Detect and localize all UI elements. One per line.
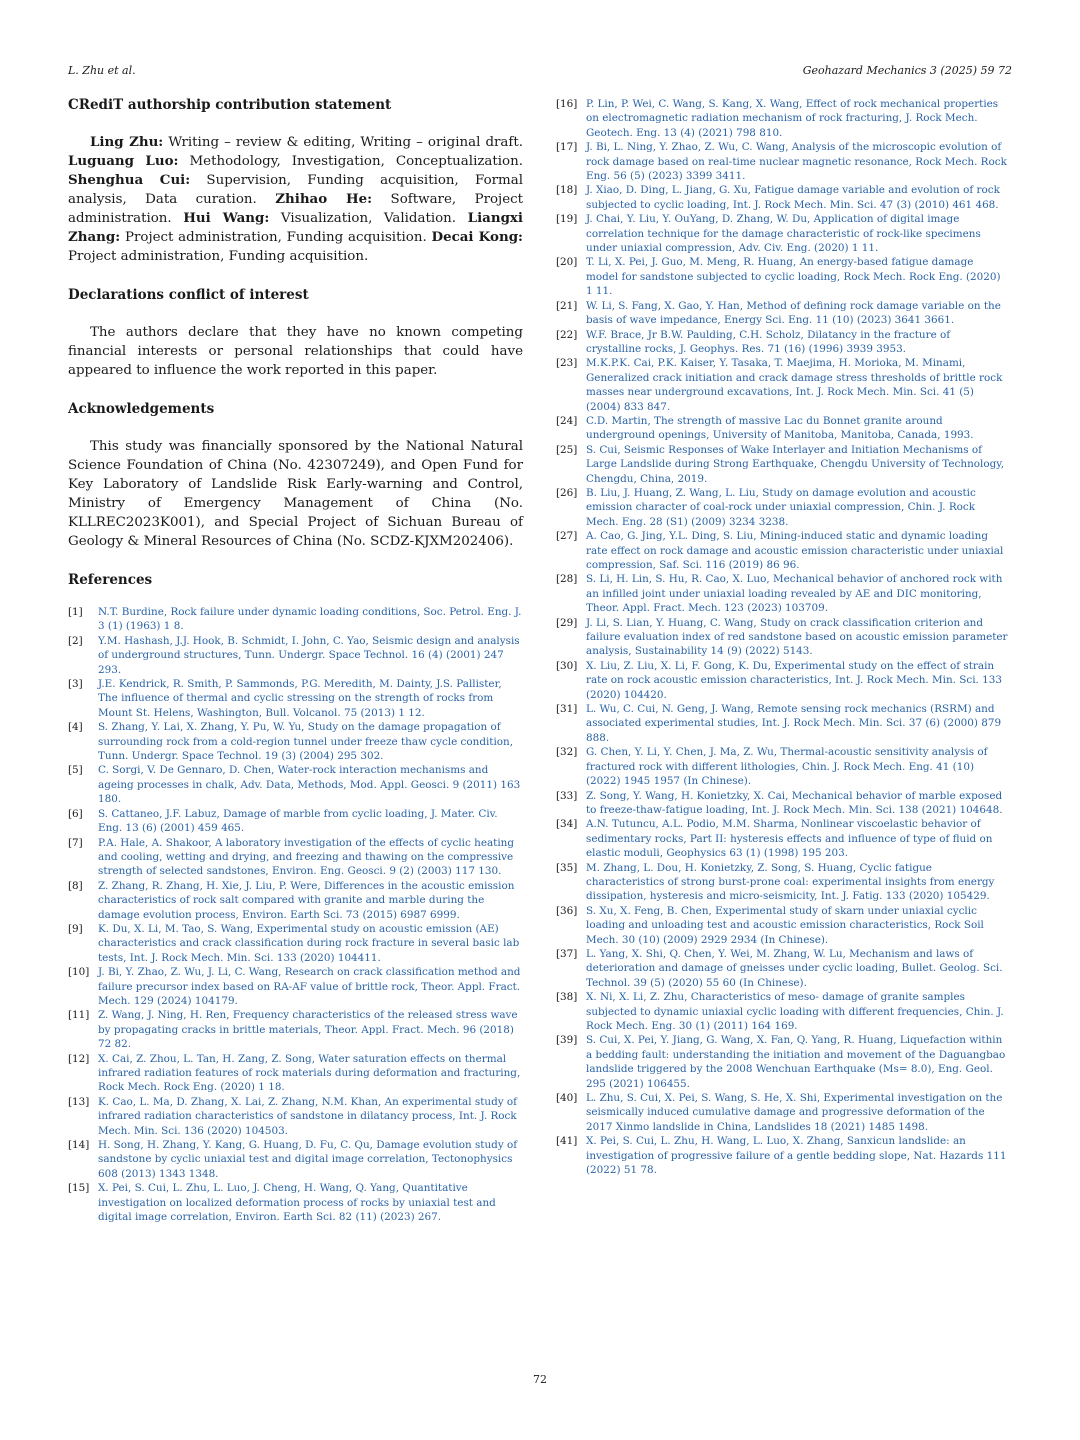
reference-number: [3]	[68, 678, 83, 691]
reference-item	[556, 255, 1008, 298]
reference-item	[556, 529, 1008, 572]
reference-item	[556, 443, 1008, 486]
reference-link[interactable]: C.D. Martin, The strength of massive Lac du Bonnet granite around underground openings, University of Manitoba, Manitoba, Canada, 1993.	[586, 414, 974, 442]
acknowledgements-paragraph: This study was financially sponsored by the National Natural Science Foundation of China (No. 42307249), and Open Fund for Key Laboratory of Landslide Risk Early-warning and Control, Ministry of Emergency Management of China (No. KLLREC2023K001), and Special Project of Sichuan Bureau of Geology & Mineral Resources of China (No. SCDZ-KJXM202406).	[68, 439, 523, 549]
reference-link[interactable]: X. Liu, Z. Liu, X. Li, F. Gong, K. Du, Experimental study on the effect of strain rate on rock acoustic emission characteristics, Int. J. Rock Mech. Min. Sci. 133 (2020) 104420.	[586, 659, 1002, 701]
reference-number: [41]	[556, 1135, 578, 1148]
reference-number: [27]	[556, 530, 578, 543]
reference-number: [14]	[68, 1139, 90, 1152]
reference-number: [10]	[68, 966, 90, 979]
contributor-roles: Software, Project administration.	[68, 192, 523, 226]
reference-link[interactable]: C. Sorgi, V. De Gennaro, D. Chen, Water-rock interaction mechanisms and ageing processes in chalk, Adv. Data, Methods, Mod. Appl. Geosci. 9 (2011) 163 180.	[98, 764, 521, 806]
reference-link[interactable]: X. Ni, X. Li, Z. Zhu, Characteristics of meso- damage of granite samples subjected to dynamic uniaxial cyclic loading with different frequencies, Chin. J. Rock Mech. Eng. 30 (1) (2011) 164 169.	[586, 991, 1004, 1032]
references-heading: References	[68, 572, 153, 588]
contributor-name: Shenghua Cui:	[68, 172, 191, 188]
reference-number: [11]	[68, 1009, 90, 1022]
reference-item	[556, 904, 1008, 947]
reference-link[interactable]: W.F. Brace, Jr B.W. Paulding, C.H. Scholz, Dilatancy in the fracture of crystalline rocks, J. Geophys. Res. 71 (16) (1996) 3939 3953.	[586, 328, 951, 355]
reference-link[interactable]: L. Zhu, S. Cui, X. Pei, S. Wang, S. He, X. Shi, Experimental investigation on the seismically induced cumulative damage and progressive deformation of the 2017 Xinmo landslide in China, Landslides 18 (2021) 1485 1498.	[586, 1092, 1003, 1133]
reference-link[interactable]: W. Li, S. Fang, X. Gao, Y. Han, Method of defining rock damage variable on the basis of wave impedance, Energy Sci. Eng. 11 (10) (2023) 3641 3661.	[586, 299, 1001, 327]
reference-item	[556, 817, 1008, 860]
reference-number: [12]	[68, 1052, 90, 1065]
reference-number: [29]	[556, 616, 578, 629]
reference-item	[68, 763, 523, 806]
reference-link[interactable]: Z. Zhang, R. Zhang, H. Xie, J. Liu, P. Were, Differences in the acoustic emission characteristics of rock salt compared with granite and marble during the damage evolution process, Environ. Earth Sci. 73 (2015) 6987 6999.	[98, 879, 515, 921]
reference-link[interactable]: M.K.P.K. Cai, P.K. Kaiser, Y. Tasaka, T. Maejima, H. Morioka, M. Minami, Generalized crack initiation and crack damage stress thresholds of brittle rock masses near underground excavations, Int. J. Rock Mech. Min. Sci. 41 (5) (2004) 833 847.	[586, 357, 1003, 413]
contributor-name: Decai Kong:	[431, 229, 523, 245]
reference-number: [20]	[556, 256, 578, 269]
reference-number: [24]	[556, 414, 578, 427]
reference-list-left	[68, 605, 523, 1224]
reference-number: [1]	[68, 606, 83, 618]
reference-number: [40]	[556, 1092, 578, 1105]
reference-item	[68, 720, 523, 763]
header-journal: Geohazard Mechanics 3 (2025) 59 72	[802, 64, 1012, 77]
reference-number: [38]	[556, 991, 578, 1004]
reference-item	[556, 616, 1008, 659]
reference-item	[556, 947, 1008, 990]
reference-link[interactable]: J. Xiao, D. Ding, L. Jiang, G. Xu, Fatigue damage variable and evolution of rock subjected to cyclic loading, Int. J. Rock Mech. Min. Sci. 47 (3) (2010) 461 468.	[586, 184, 1000, 211]
reference-item	[68, 807, 523, 836]
reference-number: [34]	[556, 818, 578, 831]
reference-number: [15]	[68, 1182, 90, 1195]
reference-item	[556, 861, 1008, 904]
reference-link[interactable]: J.E. Kendrick, R. Smith, P. Sammonds, P.G. Meredith, M. Dainty, J.S. Pallister, The influence of thermal and cyclic stressing on the strength of rocks from Mount St. Helens, Washington, Bull. Volcanol. 75 (2013) 1 12.	[98, 678, 502, 719]
reference-link[interactable]: A.N. Tutuncu, A.L. Podio, M.M. Sharma, Nonlinear viscoelastic behavior of sedimentary rocks, Part II: hysteresis effects and influence of type of fluid on elastic moduli, Geophysics 63 (1) (1998) 195 203.	[586, 818, 993, 860]
reference-number: [25]	[556, 443, 578, 456]
reference-link[interactable]: X. Pei, S. Cui, L. Zhu, L. Luo, J. Cheng, H. Wang, Q. Yang, Quantitative investigation on localized deformation process of rocks by uniaxial test and digital image correlation, Environ. Earth Sci. 82 (11) (2023) 267.	[98, 1182, 496, 1224]
reference-number: [16]	[556, 98, 578, 110]
reference-item	[68, 922, 523, 965]
reference-number: [17]	[556, 141, 578, 154]
contributor-roles: Project administration, Funding acquisition.	[68, 249, 369, 264]
reference-link[interactable]: J. Chai, Y. Liu, Y. OuYang, D. Zhang, W. Du, Application of digital image correlation technique for the damage characteristic of rock-like specimens under uniaxial compression, Adv. Civ. Eng. (2020) 1 11.	[586, 213, 981, 255]
reference-link[interactable]: K. Cao, L. Ma, D. Zhang, X. Lai, Z. Zhang, N.M. Khan, An experimental study of infrared radiation characteristics of sandstone in dilatancy process, Int. J. Rock Mech. Min. Sci. 136 (2020) 104503.	[98, 1095, 518, 1137]
reference-item	[556, 328, 1008, 357]
reference-item	[556, 140, 1008, 183]
reference-item	[556, 1091, 1008, 1134]
reference-number: [31]	[556, 703, 578, 716]
reference-item	[556, 212, 1008, 255]
header-authors: L. Zhu et al.	[68, 64, 136, 77]
reference-item	[68, 1008, 523, 1051]
credit-section	[68, 96, 523, 266]
credit-heading: CRediT authorship contribution statement	[68, 97, 392, 113]
left-column	[68, 96, 523, 1224]
contributor-roles: Visualization, Validation.	[269, 211, 468, 226]
reference-number: [4]	[68, 721, 83, 734]
reference-number: [32]	[556, 746, 578, 759]
reference-link[interactable]: N.T. Burdine, Rock failure under dynamic loading conditions, Soc. Petrol. Eng. J. 3 (1) (1963) 1 8.	[98, 606, 522, 633]
page-number: 72	[533, 1373, 547, 1386]
reference-list-right	[556, 97, 1008, 1177]
reference-number: [21]	[556, 299, 578, 312]
reference-item	[68, 836, 523, 879]
reference-item	[68, 965, 523, 1008]
reference-item	[556, 414, 1008, 443]
reference-item	[68, 1052, 523, 1095]
reference-number: [30]	[556, 659, 578, 672]
reference-number: [2]	[68, 634, 83, 647]
reference-link[interactable]: M. Zhang, L. Dou, H. Konietzky, Z. Song, S. Huang, Cyclic fatigue characteristics of strong burst-prone coal: experimental insights from energy dissipation, hysteresis and micro-seismicity, Int. J. Fatig. 133 (2020) 105429.	[586, 861, 995, 903]
reference-link[interactable]: K. Du, X. Li, M. Tao, S. Wang, Experimental study on acoustic emission (AE) characteristics and crack classification during rock fracture in several basic lab tests, Int. J. Rock Mech. Min. Sci. 133 (2020) 104411.	[98, 922, 520, 964]
reference-item	[68, 1138, 523, 1181]
reference-item	[556, 702, 1008, 745]
reference-link[interactable]: J. Li, S. Lian, Y. Huang, C. Wang, Study on crack classification criterion and failure evaluation index of red sandstone based on acoustic emission parameter analysis, Sustainability 14 (9) (2022) 5143.	[586, 616, 1008, 658]
contributor-name: Zhihao He:	[275, 191, 373, 207]
reference-item	[556, 356, 1008, 414]
reference-link[interactable]: L. Wu, C. Cui, N. Geng, J. Wang, Remote sensing rock mechanics (RSRM) and associated experimental studies, Int. J. Rock Mech. Min. Sci. 37 (6) (2000) 879 888.	[586, 703, 1002, 744]
reference-number: [36]	[556, 904, 578, 917]
reference-number: [37]	[556, 947, 578, 960]
reference-item	[68, 1095, 523, 1138]
reference-number: [9]	[68, 922, 83, 935]
reference-item	[556, 299, 1008, 328]
reference-number: [5]	[68, 764, 83, 777]
contributor-roles: Supervision, Funding acquisition, Formal analysis, Data curation.	[68, 173, 523, 207]
contributor-roles: Project administration, Funding acquisition.	[120, 230, 432, 245]
reference-number: [13]	[68, 1095, 90, 1108]
reference-link[interactable]: X. Pei, S. Cui, L. Zhu, H. Wang, L. Luo, X. Zhang, Sanxicun landslide: an investigation of progressive failure of a gentle bedding slope, Nat. Hazards 111 (2022) 51 78.	[586, 1135, 1007, 1177]
reference-number: [19]	[556, 213, 578, 226]
reference-item	[68, 879, 523, 922]
reference-number: [28]	[556, 573, 578, 586]
contributor-roles: Writing – review & editing, Writing – original draft.	[163, 135, 524, 150]
reference-link[interactable]: Z. Wang, J. Ning, H. Ren, Frequency characteristics of the released stress wave by propagating cracks in brittle materials, Theor. Appl. Fract. Mech. 96 (2018) 72 82.	[98, 1009, 518, 1051]
reference-number: [18]	[556, 184, 578, 197]
reference-number: [23]	[556, 357, 578, 370]
reference-number: [7]	[68, 836, 83, 849]
declarations-heading: Declarations conflict of interest	[68, 287, 309, 303]
reference-number: [22]	[556, 328, 578, 341]
declarations-paragraph: The authors declare that they have no known competing financial interests or personal relationships that could have appeared to influence the work reported in this paper.	[68, 325, 523, 378]
reference-number: [33]	[556, 789, 578, 802]
contributor-roles: Methodology, Investigation, Conceptualization.	[178, 154, 523, 169]
reference-item	[556, 990, 1008, 1033]
reference-number: [35]	[556, 861, 578, 874]
reference-item	[556, 572, 1008, 615]
reference-link[interactable]: S. Li, H. Lin, S. Hu, R. Cao, X. Luo, Mechanical behavior of anchored rock with an infilled joint under uniaxial loading revealed by AE and DIC monitoring, Theor. Appl. Fract. Mech. 123 (2023) 103709.	[586, 573, 1003, 615]
reference-link[interactable]: J. Bi, Y. Zhao, Z. Wu, J. Li, C. Wang, Research on crack classification method and failure precursor index based on RA-AF value of brittle rock, Theor. Appl. Fract. Mech. 129 (2024) 104179.	[98, 966, 521, 1007]
reference-link[interactable]: Y.M. Hashash, J.J. Hook, B. Schmidt, I. John, C. Yao, Seismic design and analysis of underground structures, Tunn. Undergr. Space Technol. 16 (4) (2001) 247 293.	[98, 634, 520, 676]
reference-item	[556, 486, 1008, 529]
reference-link[interactable]: J. Bi, L. Ning, Y. Zhao, Z. Wu, C. Wang, Analysis of the microscopic evolution of rock damage based on real-time nuclear magnetic resonance, Rock Mech. Rock Eng. 56 (5) (2023) 3399 3411.	[586, 141, 1007, 183]
reference-link[interactable]: S. Xu, X. Feng, B. Chen, Experimental study of skarn under uniaxial cyclic loading and unloading test and acoustic emission characteristics, Rock Soil Mech. 30 (10) (2009) 2929 2934 (In Chinese).	[586, 904, 984, 946]
reference-number: [39]	[556, 1034, 578, 1047]
reference-link[interactable]: G. Chen, Y. Li, Y. Chen, J. Ma, Z. Wu, Thermal-acoustic sensitivity analysis of fractured rock with different lithologies, Chin. J. Rock Mech. Eng. 41 (10) (2022) 1945 1957 (In Chinese).	[586, 746, 988, 788]
contributor-name: Hui Wang:	[183, 210, 270, 226]
reference-number: [6]	[68, 807, 83, 820]
reference-link[interactable]: S. Zhang, Y. Lai, X. Zhang, Y. Pu, W. Yu, Study on the damage propagation of surrounding rock from a cold-region tunnel under freeze thaw cycle condition, Tunn. Undergr. Space Technol. 19 (3) (2004) 295 302.	[98, 721, 514, 763]
reference-link[interactable]: P. Lin, P. Wei, C. Wang, S. Kang, X. Wang, Effect of rock mechanical properties on electromagnetic radiation mechanism of rock fracturing, J. Rock Mech. Geotech. Eng. 13 (4) (2021) 798 810.	[586, 98, 999, 139]
reference-item	[68, 634, 523, 677]
reference-item	[68, 605, 523, 634]
reference-link[interactable]: Z. Song, Y. Wang, H. Konietzky, X. Cai, Mechanical behavior of marble exposed to freeze-thaw-fatigue loading, Int. J. Rock Mech. Min. Sci. 138 (2021) 104648.	[586, 789, 1003, 816]
reference-link[interactable]: A. Cao, G. Jing, Y.L. Ding, S. Liu, Mining-induced static and dynamic loading rate effect on rock damage and acoustic emission characteristic under uniaxial compression, Saf. Sci. 116 (2019) 86 96.	[586, 530, 1004, 571]
reference-item	[556, 1033, 1008, 1091]
reference-link[interactable]: X. Cai, Z. Zhou, L. Tan, H. Zang, Z. Song, Water saturation effects on thermal infrared radiation features of rock materials during deformation and fracturing, Rock Mech. Rock Eng. (2020) 1 18.	[98, 1052, 521, 1094]
references-section	[68, 571, 523, 1224]
reference-item	[556, 1134, 1008, 1177]
reference-number: [8]	[68, 879, 83, 892]
reference-item	[556, 789, 1008, 818]
contributor-name: Liangxi Zhang:	[68, 210, 524, 245]
reference-item	[556, 745, 1008, 788]
reference-number: [26]	[556, 486, 578, 499]
reference-link[interactable]: P.A. Hale, A. Shakoor, A laboratory investigation of the effects of cyclic heating and cooling, wetting and drying, and freezing and thawing on the compressive strength of selected sandstones, Environ. Eng. Geosci. 9 (2) (2003) 117 130.	[98, 836, 515, 878]
contributor-name: Luguang Luo:	[68, 153, 179, 169]
reference-link[interactable]: L. Yang, X. Shi, Q. Chen, Y. Wei, M. Zhang, W. Lu, Mechanism and laws of deterioration and damage of gneisses under cyclic loading, Bullet. Geolog. Sci. Technol. 39 (5) (2020) 55 60 (In Chinese).	[586, 947, 1003, 989]
reference-link[interactable]: S. Cui, Seismic Responses of Wake Interlayer and Initiation Mechanisms of Large Landslide during Strong Earthquake, Chengdu University of Technology, Chengdu, China, 2019.	[586, 443, 1005, 485]
credit-paragraph	[68, 133, 523, 266]
reference-link[interactable]: B. Liu, J. Huang, Z. Wang, L. Liu, Study on damage evolution and acoustic emission character of coal-rock under uniaxial compression, Chin. J. Rock Mech. Eng. 28 (S1) (2009) 3234 3238.	[586, 486, 976, 528]
reference-link[interactable]: S. Cattaneo, J.F. Labuz, Damage of marble from cyclic loading, J. Mater. Civ. Eng. 13 (6) (2001) 459 465.	[98, 807, 498, 835]
acknowledgements-section	[68, 400, 523, 551]
reference-item	[556, 659, 1008, 702]
declarations-section	[68, 286, 523, 380]
reference-link[interactable]: H. Song, H. Zhang, Y. Kang, G. Huang, D. Fu, C. Qu, Damage evolution study of sandstone by cyclic uniaxial test and digital image correlation, Tectonophysics 608 (2013) 1343 1348.	[98, 1139, 518, 1180]
reference-item	[68, 1181, 523, 1224]
acknowledgements-heading: Acknowledgements	[68, 401, 215, 417]
reference-item	[68, 677, 523, 720]
reference-link[interactable]: T. Li, X. Pei, J. Guo, M. Meng, R. Huang, An energy-based fatigue damage model for sandstone subjected to cyclic loading, Rock Mech. Rock Eng. (2020) 1 11.	[586, 256, 1001, 298]
reference-item	[556, 97, 1008, 140]
contributor-name: Ling Zhu:	[90, 134, 164, 150]
reference-item	[556, 183, 1008, 212]
reference-link[interactable]: S. Cui, X. Pei, Y. Jiang, G. Wang, X. Fan, Q. Yang, R. Huang, Liquefaction within a bedding fault: understanding the initiation and movement of the Daguangbao landslide triggered by the 2008 Wenchuan Earthquake (Ms= 8.0), Eng. Geol. 295 (2021) 106455.	[586, 1034, 1006, 1090]
